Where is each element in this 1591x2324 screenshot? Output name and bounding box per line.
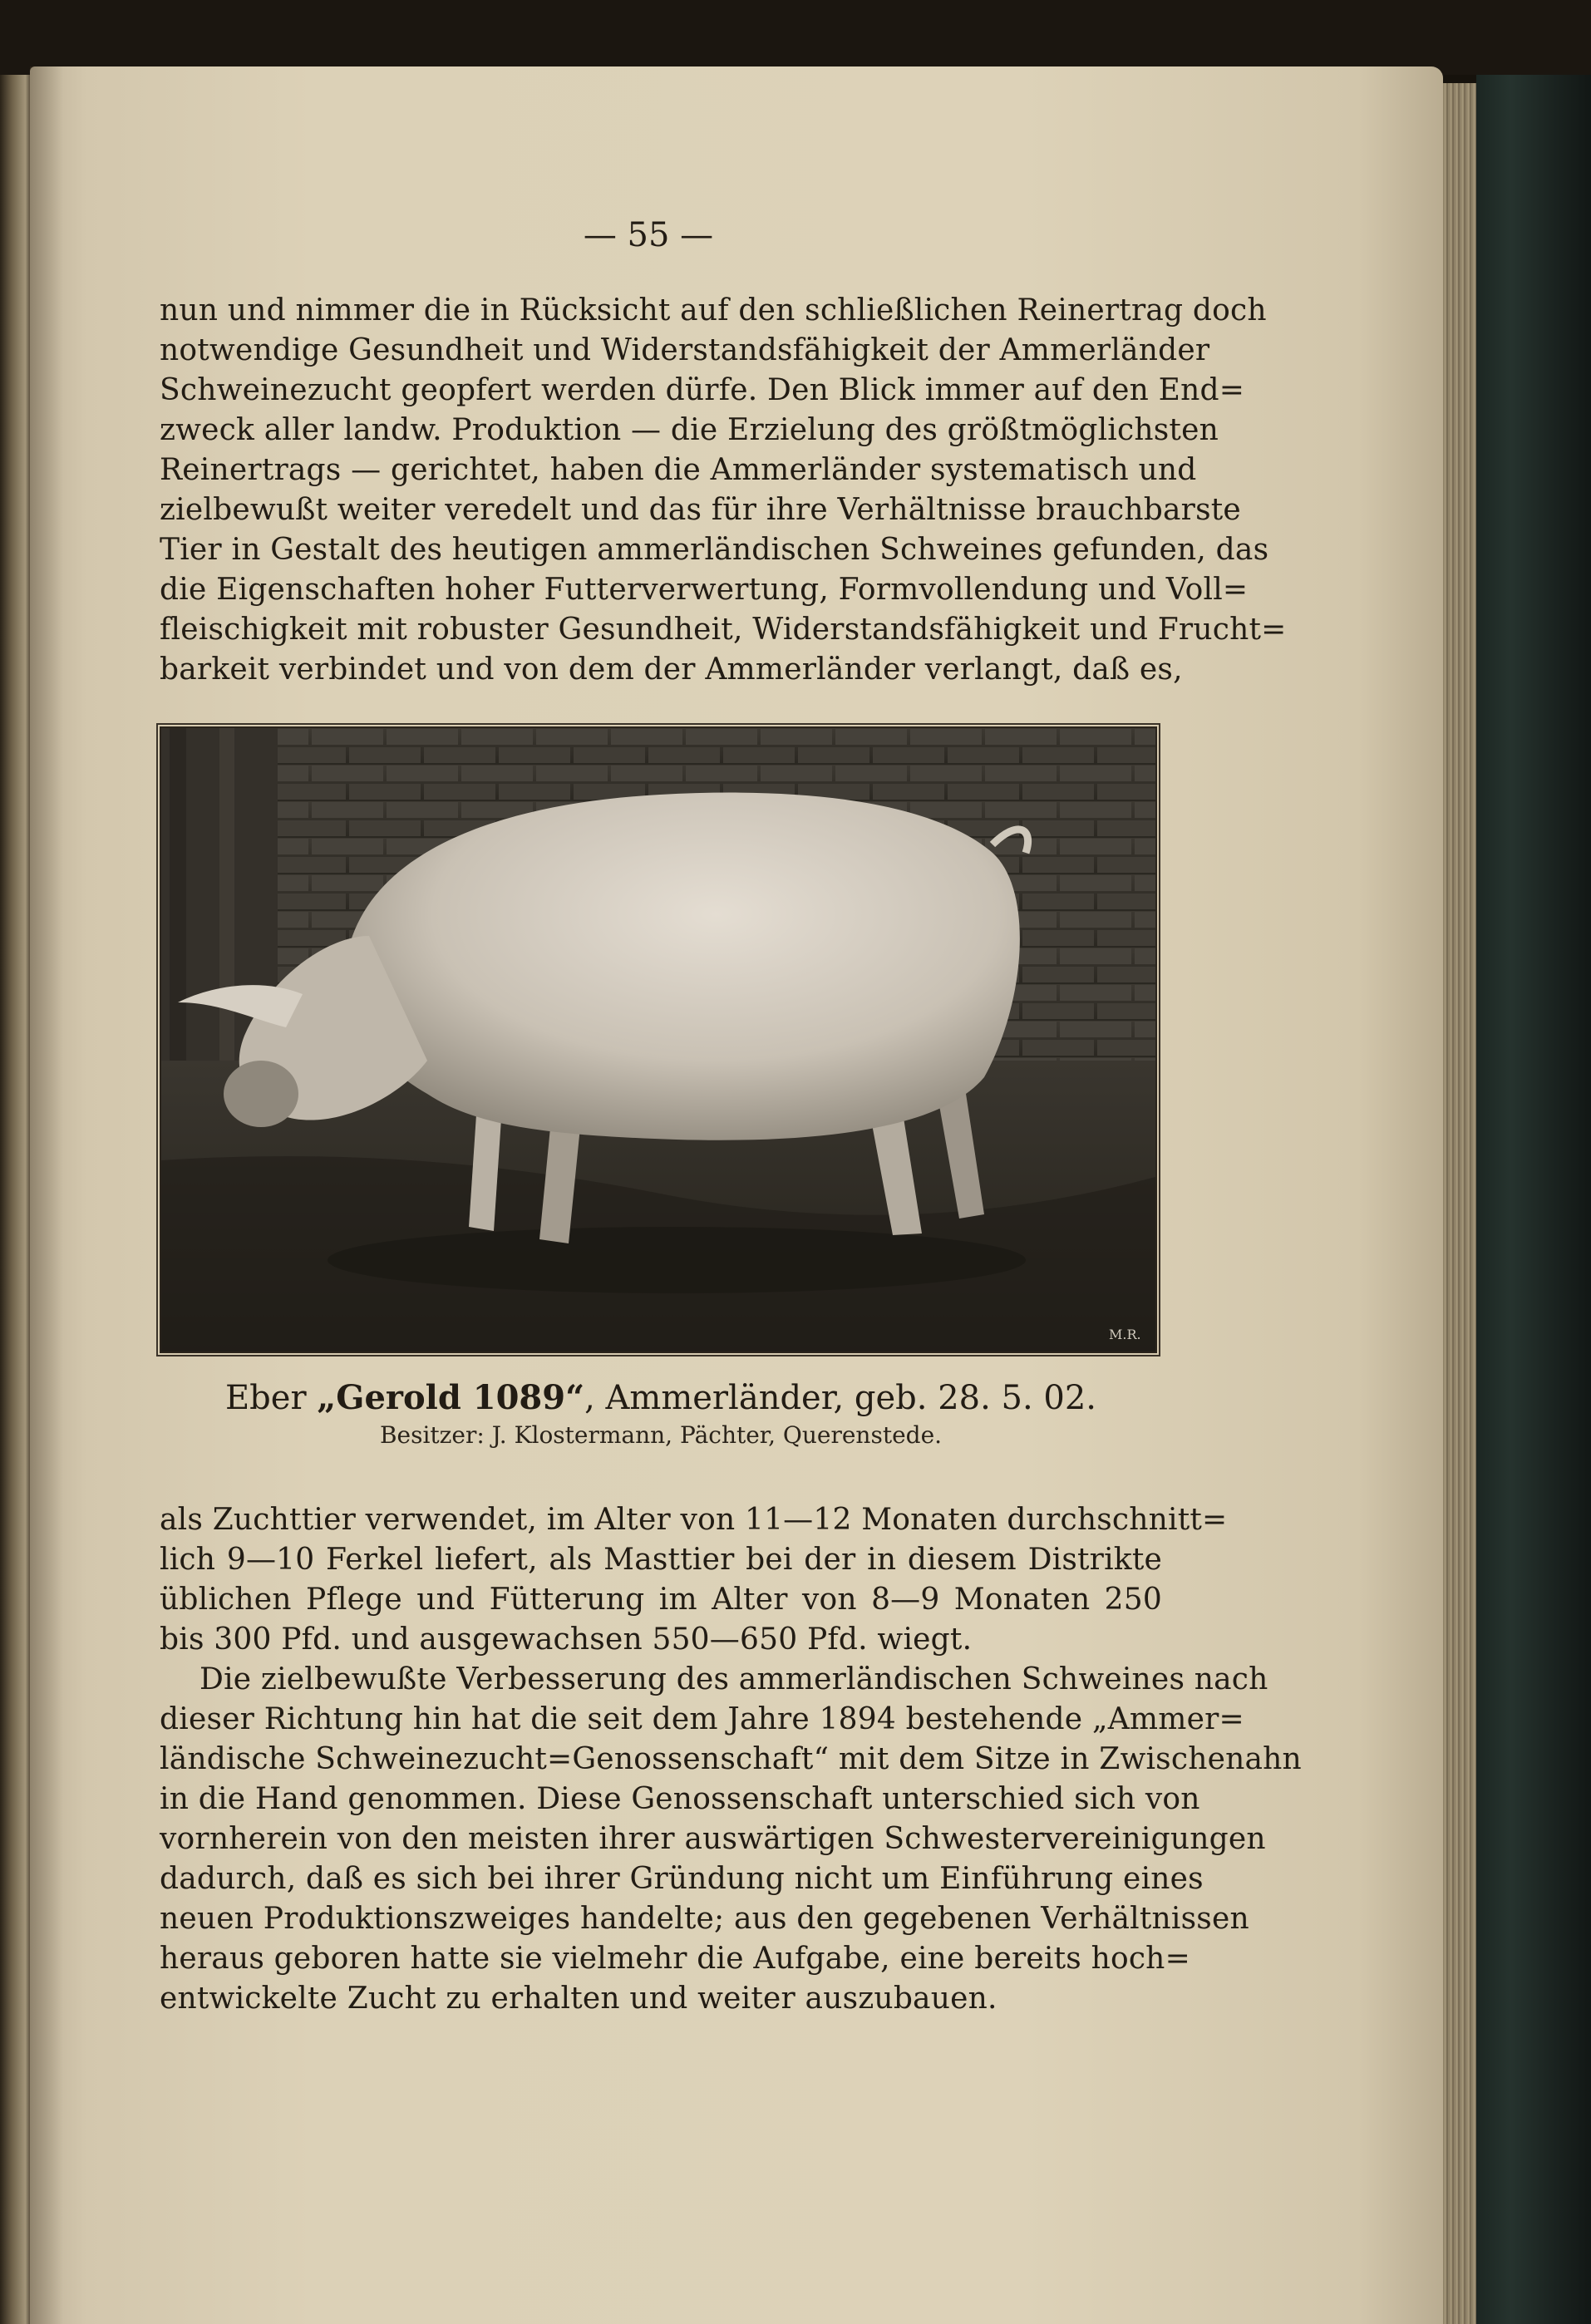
- text-line: neuen Produktionszweiges handelte; aus den gegebenen Verhältnissen: [160, 1902, 1249, 1936]
- text-line: dieser Richtung hin hat die seit dem Jahre 1894 bestehende „Ammer=: [160, 1702, 1244, 1736]
- text-line: die Eigenschaften hoher Futterverwertung, Formvollendung und Voll=: [160, 573, 1249, 607]
- paragraph-top: [160, 291, 1287, 690]
- text-line: nun und nimmer die in Rücksicht auf den schließlichen Reinertrag doch: [160, 293, 1267, 327]
- text-line: Die zielbewußte Verbesserung des ammerländischen Schweines nach: [199, 1662, 1268, 1696]
- text-line: zielbewußt weiter veredelt und das für ihre Verhältnisse brauchbarste: [160, 493, 1241, 527]
- page-number: — 55 —: [583, 216, 714, 254]
- text-line: heraus geboren hatte sie vielmehr die Aufgabe, eine bereits hoch=: [160, 1942, 1190, 1976]
- paragraph-bottom: [160, 1500, 1302, 2019]
- text-line: zweck aller landw. Produktion — die Erzielung des größtmöglichsten: [160, 413, 1219, 447]
- text-line: in die Hand genommen. Diese Genossenschaft unterschied sich von: [160, 1782, 1200, 1816]
- pig-photograph: [160, 726, 1157, 1353]
- text-line: lich 9—10 Ferkel liefert, als Masttier bei der in diesem Distrikte: [160, 1543, 1162, 1577]
- caption-details: , Ammerländer, geb. 28. 5. 02.: [584, 1379, 1097, 1417]
- text-line: Reinertrags — gerichtet, haben die Ammerländer systematisch und: [160, 453, 1197, 487]
- caption-boar-name: „Gerold 1089“: [317, 1378, 585, 1417]
- gutter-shadow: [30, 66, 63, 2324]
- text-line: Schweinezucht geopfert werden dürfe. Den Blick immer auf den End=: [160, 373, 1245, 407]
- text-line: ländische Schweinezucht=Genossenschaft“ mit dem Sitze in Zwischenahn: [160, 1742, 1302, 1776]
- text-line: üblichen Pflege und Fütterung im Alter von 8—9 Monaten 250: [160, 1583, 1162, 1617]
- text-line: dadurch, daß es sich bei ihrer Gründung nicht um Einführung eines: [160, 1862, 1204, 1896]
- photo-signature: M.R.: [1109, 1327, 1141, 1342]
- text-line: als Zuchttier verwendet, im Alter von 11—12 Monaten durchschnitt=: [160, 1503, 1228, 1537]
- scan-background: [0, 0, 1591, 75]
- text-line: fleischigkeit mit robuster Gesundheit, Widerstandsfähigkeit und Frucht=: [160, 613, 1287, 647]
- text-line: bis 300 Pfd. und ausgewachsen 550—650 Pfd. wiegt.: [160, 1622, 973, 1657]
- page-edges: [1443, 83, 1476, 2324]
- text-line: Tier in Gestalt des heutigen ammerländischen Schweines gefunden, das: [160, 533, 1269, 567]
- photo-caption: [160, 1378, 1162, 1417]
- photo-caption-owner: Besitzer: J. Klostermann, Pächter, Querenstede.: [379, 1421, 943, 1449]
- text-line: entwickelte Zucht zu erhalten und weiter auszubauen.: [160, 1982, 997, 2016]
- caption-prefix: Eber: [224, 1379, 318, 1417]
- text-line: barkeit verbindet und von dem der Ammerländer verlangt, daß es,: [160, 652, 1183, 687]
- left-page-edge: [0, 75, 30, 2324]
- book-cover: [1476, 75, 1591, 2324]
- pig-illustration: [161, 728, 1155, 1352]
- text-line: notwendige Gesundheit und Widerstandsfähigkeit der Ammerländer: [160, 333, 1210, 367]
- text-line: vornherein von den meisten ihrer auswärtigen Schwestervereinigungen: [160, 1822, 1266, 1856]
